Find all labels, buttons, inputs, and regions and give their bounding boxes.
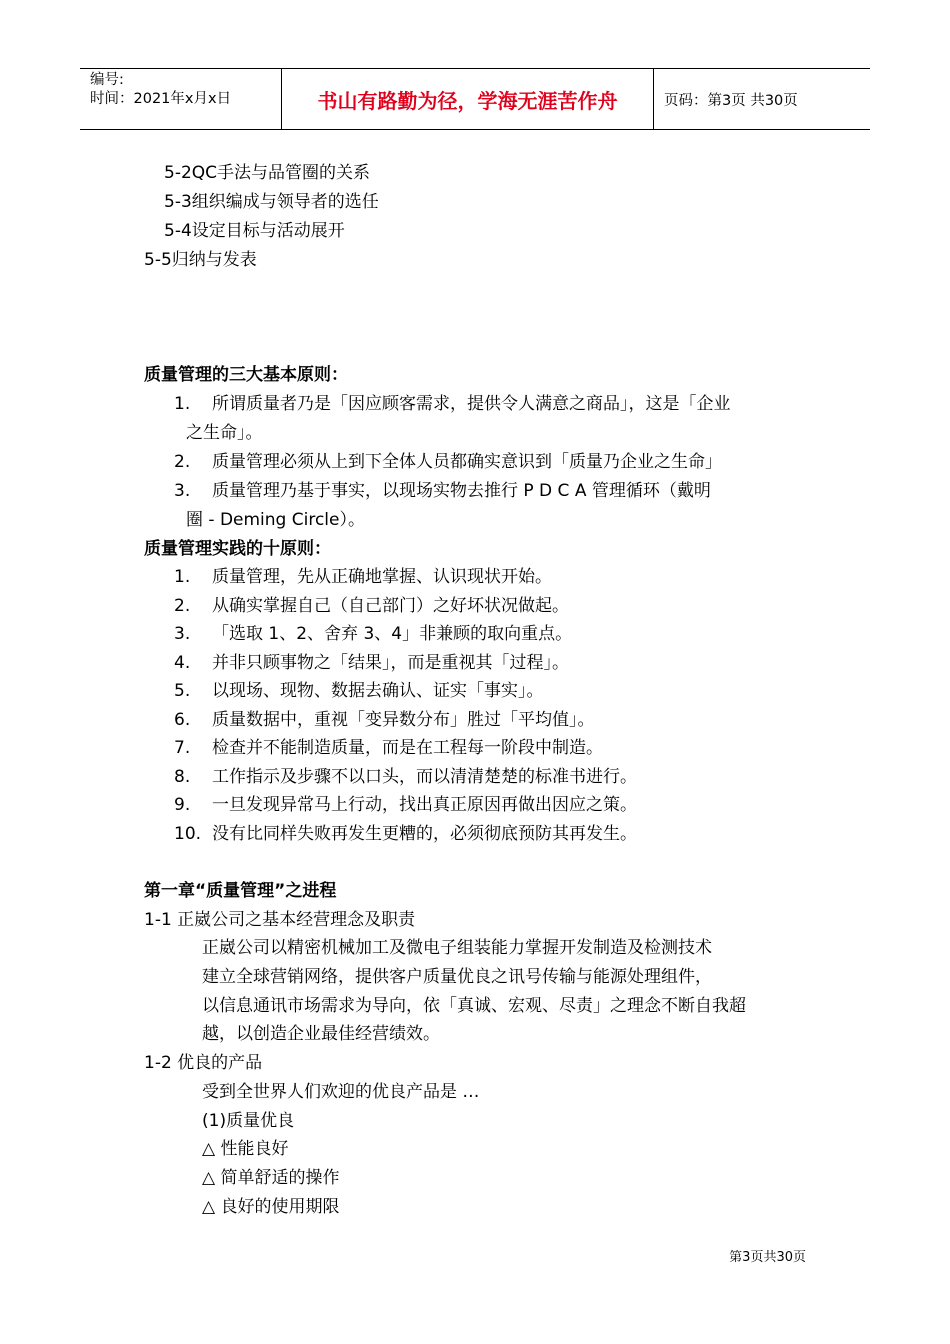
header-motto: 书山有路勤为径，学海无涯苦作舟 bbox=[281, 69, 654, 129]
item-number: 6. bbox=[174, 710, 191, 730]
item-number: 1. bbox=[174, 567, 191, 587]
item-text: 「选取 1、2、舍弃 3、4」非兼顾的取向重点。 bbox=[212, 624, 573, 644]
section-title: 质量管理实践的十原则： bbox=[144, 539, 331, 559]
paragraph-line: 正崴公司以精密机械加工及微电子组装能力掌握开发制造及检测技术 bbox=[202, 938, 712, 958]
paragraph-line: 以信息通讯市场需求为导向，依「真诚、宏观、尽责」之理念不断自我超 bbox=[202, 996, 746, 1016]
item-text: 质量管理乃基于事实，以现场实物去推行 P D C A 管理循环（戴明 bbox=[212, 481, 711, 501]
toc-item: 5-2QC手法与品管圈的关系 bbox=[164, 163, 371, 183]
paragraph-line: 受到全世界人们欢迎的优良产品是 … bbox=[202, 1082, 480, 1102]
header-info bbox=[80, 69, 281, 129]
item-text-continued: 圈 - Deming Circle）。 bbox=[186, 510, 365, 530]
list-item bbox=[174, 763, 637, 791]
item-number: 2. bbox=[174, 452, 191, 472]
paragraph-line: 越，以创造企业最佳经营绩效。 bbox=[202, 1024, 440, 1044]
item-number: 3. bbox=[174, 481, 191, 501]
chapter-title: 第一章“质量管理”之进程 bbox=[144, 881, 337, 901]
item-text: 检查并不能制造质量，而是在工程每一阶段中制造。 bbox=[212, 738, 603, 758]
list-item bbox=[174, 563, 552, 591]
list-item bbox=[174, 734, 603, 762]
list-item bbox=[174, 477, 711, 505]
page-footer: 第3页共30页 bbox=[729, 1250, 806, 1265]
bullet-item: △ 良好的使用期限 bbox=[202, 1197, 340, 1217]
list-item bbox=[174, 620, 572, 648]
bullet-item: △ 性能良好 bbox=[202, 1139, 289, 1159]
item-text: 工作指示及步骤不以口头，而以清清楚楚的标准书进行。 bbox=[212, 767, 637, 787]
item-text: 质量管理，先从正确地掌握、认识现状开始。 bbox=[212, 567, 552, 587]
item-text: 一旦发现异常马上行动，找出真正原因再做出因应之策。 bbox=[212, 795, 637, 815]
section-title: 质量管理的三大基本原则： bbox=[144, 365, 348, 385]
list-item bbox=[174, 706, 595, 734]
header-page-label: 页码：第3页 共30页 bbox=[664, 92, 798, 109]
list-item bbox=[174, 390, 731, 418]
item-text: 质量数据中，重视「变异数分布」胜过「平均值」。 bbox=[212, 710, 595, 730]
paragraph-line: 建立全球营销网络，提供客户质量优良之讯号传输与能源处理组件， bbox=[202, 967, 712, 987]
subsection-title: 1-2 优良的产品 bbox=[144, 1053, 263, 1073]
item-number: 10. bbox=[174, 824, 202, 844]
item-text: 质量管理必须从上到下全体人员都确实意识到「质量乃企业之生命」 bbox=[212, 452, 722, 472]
item-number: 3. bbox=[174, 624, 191, 644]
list-item bbox=[174, 592, 569, 620]
item-text-continued: 之生命」。 bbox=[186, 423, 263, 443]
item-text: 从确实掌握自己（自己部门）之好坏状况做起。 bbox=[212, 596, 569, 616]
item-text: 所谓质量者乃是「因应顾客需求，提供令人满意之商品」，这是「企业 bbox=[212, 394, 731, 414]
list-item bbox=[174, 820, 637, 848]
toc-item: 5-3组织编成与领导者的选任 bbox=[164, 192, 379, 212]
header-number: 编号: bbox=[90, 72, 124, 88]
item-number: 5. bbox=[174, 681, 191, 701]
item-number: 4. bbox=[174, 653, 191, 673]
item-text: 并非只顾事物之「结果」，而是重视其「过程」。 bbox=[212, 653, 569, 673]
item-text: 以现场、现物、数据去确认、证实「事实」。 bbox=[212, 681, 544, 701]
item-number: 8. bbox=[174, 767, 191, 787]
item-text: 没有比同样失败再发生更糟的，必须彻底预防其再发生。 bbox=[212, 824, 637, 844]
toc-item: 5-4设定目标与活动展开 bbox=[164, 221, 345, 241]
page-header bbox=[80, 68, 870, 130]
item-number: 2. bbox=[174, 596, 191, 616]
subsection-title: 1-1 正崴公司之基本经营理念及职责 bbox=[144, 910, 416, 930]
list-item bbox=[174, 677, 544, 705]
item-number: 1. bbox=[174, 394, 191, 414]
toc-item: 5-5归纳与发表 bbox=[144, 250, 257, 270]
list-item bbox=[174, 791, 637, 819]
header-time: 时间：2021年x月x日 bbox=[90, 91, 232, 107]
item-number: 7. bbox=[174, 738, 191, 758]
list-item bbox=[174, 448, 722, 476]
sub-heading: (1)质量优良 bbox=[202, 1111, 295, 1131]
bullet-item: △ 简单舒适的操作 bbox=[202, 1168, 340, 1188]
list-item bbox=[174, 649, 569, 677]
item-number: 9. bbox=[174, 795, 191, 815]
